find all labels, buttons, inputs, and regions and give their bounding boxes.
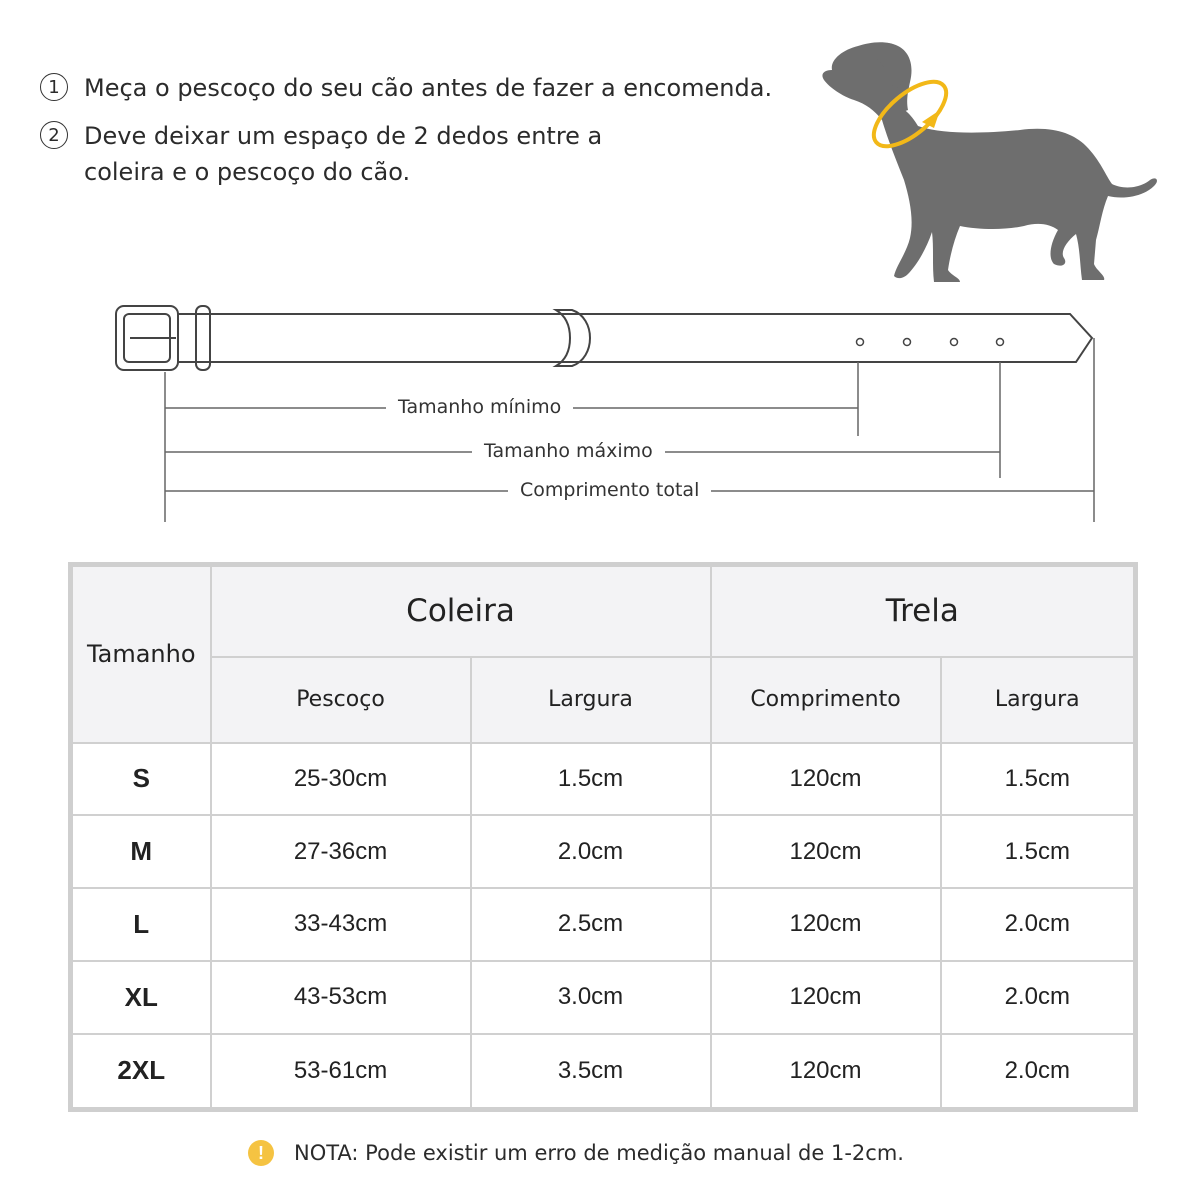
step-1-text: Meça o pescoço do seu cão antes de fazer a encomenda. xyxy=(84,74,773,102)
leash-width-cell: 2.0cm xyxy=(941,961,1136,1034)
table-row xyxy=(71,815,1136,888)
size-cell: L xyxy=(71,888,211,961)
size-cell: S xyxy=(71,743,211,816)
leash-width-cell: 2.0cm xyxy=(941,1034,1136,1110)
collar-width-cell: 2.5cm xyxy=(471,888,711,961)
size-cell: 2XL xyxy=(71,1034,211,1110)
dog-silhouette xyxy=(822,42,1157,282)
keeper-loop xyxy=(196,306,210,370)
table-row xyxy=(71,1034,1136,1110)
instruction-step-2 xyxy=(40,118,800,190)
collar-width-cell: 3.5cm xyxy=(471,1034,711,1110)
leash-length-cell: 120cm xyxy=(711,961,941,1034)
min-size-label: Tamanho mínimo xyxy=(386,396,573,418)
dog-illustration xyxy=(810,30,1170,300)
collar-width-cell: 2.0cm xyxy=(471,815,711,888)
table-row xyxy=(71,743,1136,816)
collar-width-cell: 1.5cm xyxy=(471,743,711,816)
note-text: NOTA: Pode existir um erro de medição manual de 1-2cm. xyxy=(294,1141,904,1165)
leash-width-header: Largura xyxy=(941,657,1136,743)
collar-neck-header: Pescoço xyxy=(211,657,471,743)
neck-cell: 27-36cm xyxy=(211,815,471,888)
neck-cell: 43-53cm xyxy=(211,961,471,1034)
table-row xyxy=(71,888,1136,961)
size-column-header: Tamanho xyxy=(71,565,211,743)
leash-length-cell: 120cm xyxy=(711,888,941,961)
step-2-text-line-2: coleira e o pescoço do cão. xyxy=(84,158,411,186)
measurement-note xyxy=(248,1140,904,1166)
size-cell: M xyxy=(71,815,211,888)
instruction-step-1 xyxy=(40,70,800,106)
step-number-2: 2 xyxy=(40,121,68,149)
leash-length-cell: 120cm xyxy=(711,815,941,888)
neck-cell: 33-43cm xyxy=(211,888,471,961)
leash-length-cell: 120cm xyxy=(711,1034,941,1110)
leash-width-cell: 1.5cm xyxy=(941,815,1136,888)
neck-cell: 53-61cm xyxy=(211,1034,471,1110)
collar-holes xyxy=(857,339,1004,346)
neck-cell: 25-30cm xyxy=(211,743,471,816)
warning-icon: ! xyxy=(248,1140,274,1166)
collar-width-header: Largura xyxy=(471,657,711,743)
step-2-text-line-1: Deve deixar um espaço de 2 dedos entre a xyxy=(84,122,603,150)
total-length-label: Comprimento total xyxy=(508,479,711,501)
collar-width-cell: 3.0cm xyxy=(471,961,711,1034)
collar-group-header: Coleira xyxy=(211,565,711,657)
leash-width-cell: 2.0cm xyxy=(941,888,1136,961)
leash-group-header: Trela xyxy=(711,565,1136,657)
collar-diagram xyxy=(0,290,1200,530)
max-size-label: Tamanho máximo xyxy=(472,440,665,462)
leash-width-cell: 1.5cm xyxy=(941,743,1136,816)
size-cell: XL xyxy=(71,961,211,1034)
leash-length-cell: 120cm xyxy=(711,743,941,816)
leash-length-header: Comprimento xyxy=(711,657,941,743)
size-table xyxy=(68,562,1138,1112)
d-ring xyxy=(556,310,590,366)
step-number-1: 1 xyxy=(40,73,68,101)
table-row xyxy=(71,961,1136,1034)
instructions xyxy=(40,70,800,202)
